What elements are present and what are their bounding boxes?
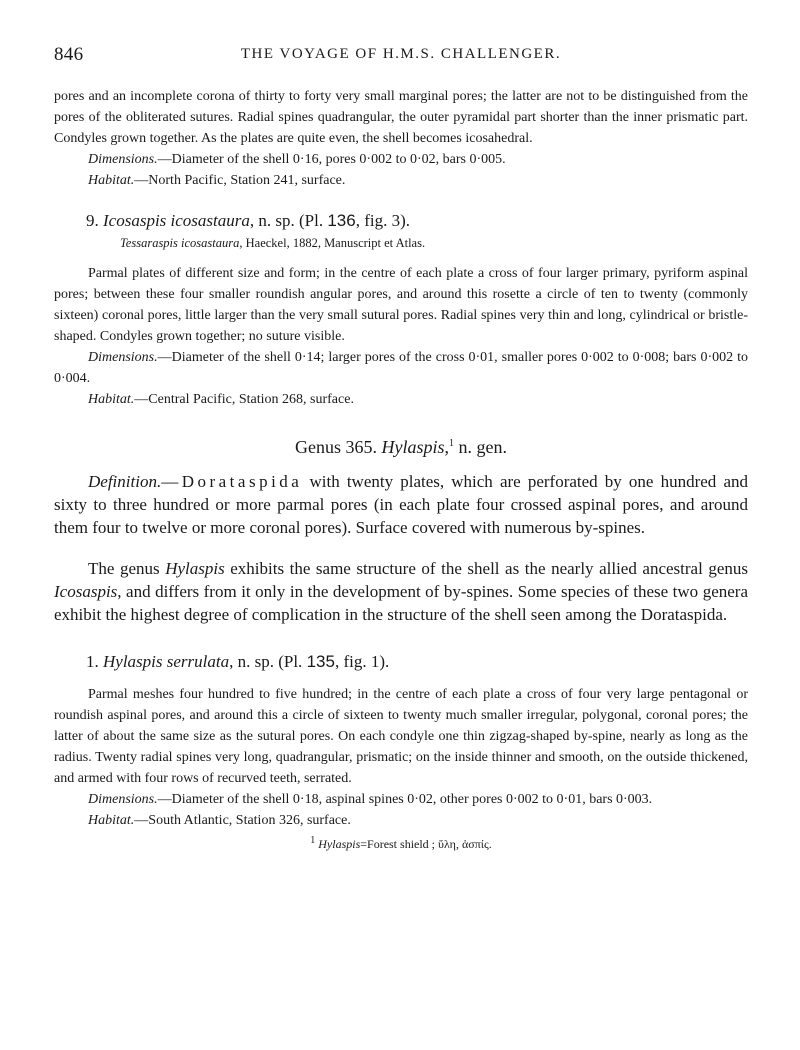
genus-prefix: Genus 365. — [295, 437, 377, 457]
dimensions-text: —Diameter of the shell 0·16, pores 0·002 to 0·02, bars 0·005. — [157, 152, 506, 167]
footnote-term: Hylaspis — [318, 837, 361, 851]
footnote-greek: ὕλη, ἀσπίς. — [438, 837, 492, 851]
dimensions-text: —Diameter of the shell 0·14; larger pores of the cross 0·01, smaller pores 0·002 to 0·008; bars 0·002 to 0·004. — [54, 350, 748, 386]
figure-ref: , fig. 3). — [355, 211, 411, 230]
species-1-heading — [54, 650, 748, 674]
running-title: THE VOYAGE OF H.M.S. CHALLENGER. — [240, 46, 562, 62]
footnote-marker: 1 — [449, 438, 454, 449]
genus-suffix: n. gen. — [454, 437, 507, 457]
footnote-text: =Forest shield ; — [360, 837, 436, 851]
dimensions-text: —Diameter of the shell 0·18, aspinal spines 0·02, other pores 0·002 to 0·01, bars 0·003. — [157, 792, 653, 807]
plate-number: 135 — [306, 652, 335, 671]
species-1-dimensions — [54, 789, 748, 810]
species-name: Icosaspis icosastaura — [103, 211, 250, 230]
species-9-habitat — [54, 389, 748, 410]
intro-habitat — [54, 170, 748, 191]
page — [54, 44, 748, 853]
species-9-dimensions — [54, 347, 748, 389]
genus-name-italic: Icosaspis — [54, 582, 118, 601]
genus-name: Hylaspis — [381, 437, 445, 457]
habitat-text: —North Pacific, Station 241, surface. — [134, 173, 346, 188]
synonym-rest: , Haeckel, 1882, Manuscript et Atlas. — [239, 236, 426, 250]
habitat-text: —Central Pacific, Station 268, surface. — [134, 392, 354, 407]
page-number: 846 — [54, 44, 84, 65]
species-1-description: Parmal meshes four hundred to five hundred; in the centre of each plate a cross of four very large pentagonal or roundish aspinal pores, and around this a circle of sixteen to twenty much smaller irregular, polygonal, coronal pores; the latter of about the same size as the sutural pores. On each condyle one thin zigzag-shaped by-spine, nearly as long as the radius. Twenty radial spines very long, quadrangular, prismatic; on the inside thinner and smooth, on the outside thickened, and armed with four rows of recurved teeth, serrated. — [54, 687, 748, 786]
intro-paragraph: pores and an incomplete corona of thirty to forty very small marginal pores; the latter are not to be distinguished from the pores of the obliterated sutures. Radial spines quadrangular, the outer pyramidal part shorter than the inner prismatic part. Condyles grown together. As the plates are quite even, the shell becomes icosahedral. — [54, 89, 748, 146]
dimensions-label: Dimensions. — [88, 350, 158, 365]
species-number: 9. — [86, 211, 99, 230]
discussion-text: , and differs from it only in the development of by-spines. Some species of these two genera exhibit the highest degree of complication in the structure of the shell seen among the Dorataspida. — [54, 582, 748, 624]
discussion-text: exhibits the same structure of the shell as the nearly allied ancestral genus — [224, 559, 749, 578]
genus-discussion — [54, 557, 748, 626]
habitat-text: —South Atlantic, Station 326, surface. — [134, 813, 351, 828]
definition-term: —Dorataspida — [161, 472, 303, 491]
footnote — [54, 835, 748, 853]
species-9-heading — [54, 209, 748, 233]
definition-text: with twenty plates, which are perforated by one hundred and sixty to three hundred or more parmal pores (in each plate four crossed aspinal pores, and around them four to twelve or more coronal pores). Surface covered with numerous by-spines. — [54, 472, 748, 537]
species-9-synonym — [54, 233, 748, 253]
genus-name-italic: Hylaspis — [165, 559, 225, 578]
plate-number: 136 — [327, 211, 356, 230]
habitat-label: Habitat. — [88, 173, 135, 188]
synonym-name: Tessaraspis icosastaura — [120, 236, 240, 250]
species-name: Hylaspis serrulata — [103, 652, 230, 671]
genus-definition — [54, 470, 748, 539]
species-1-habitat — [54, 810, 748, 831]
habitat-label: Habitat. — [88, 392, 135, 407]
definition-label: Definition. — [88, 472, 162, 491]
figure-ref: , fig. 1). — [334, 652, 390, 671]
running-header — [54, 44, 748, 70]
species-suffix: , n. sp. (Pl. — [249, 211, 324, 230]
species-suffix: , n. sp. (Pl. — [229, 652, 303, 671]
species-number: 1. — [86, 652, 99, 671]
dimensions-label: Dimensions. — [88, 152, 158, 167]
intro-dimensions — [54, 149, 748, 170]
footnote-mark: 1 — [310, 835, 316, 846]
genus-heading: Genus 365. Hylaspis,$^1$ n. gen. — [295, 437, 507, 457]
habitat-label: Habitat. — [88, 813, 135, 828]
dimensions-label: Dimensions. — [88, 792, 158, 807]
discussion-text: The genus — [88, 559, 166, 578]
species-9-description: Parmal plates of different size and form; in the centre of each plate a cross of four larger primary, pyriform aspinal pores; between these four smaller roundish angular pores, and around this rosette a circle of ten to twenty (commonly sixteen) coronal pores, little larger than the very small sutural pores. Radial spines very thin and long, cylindrical or bristle-shaped. Condyles grown together; no suture visible. — [54, 266, 748, 344]
